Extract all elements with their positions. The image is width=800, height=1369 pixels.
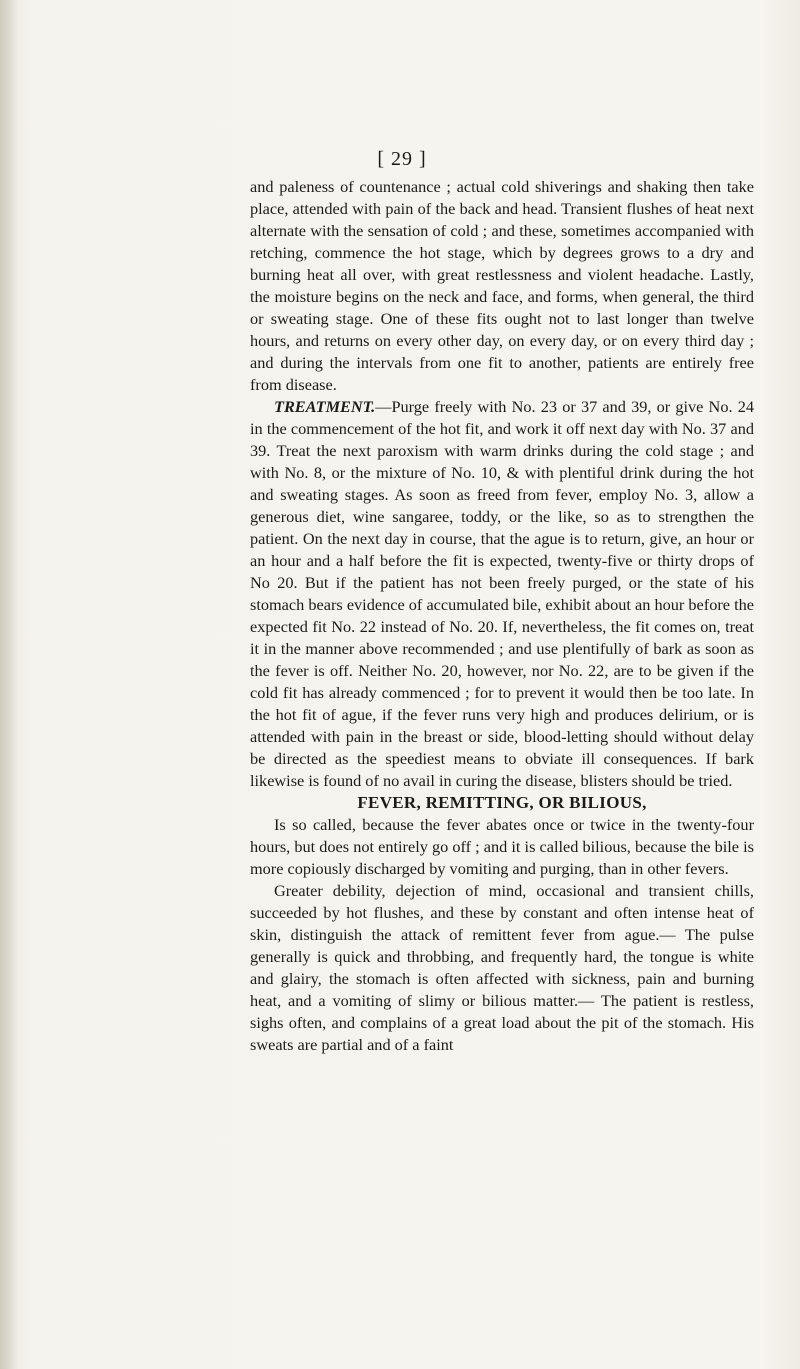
- body-text: [250, 176, 754, 1056]
- section-heading: FEVER, REMITTING, OR BILIOUS,: [357, 793, 647, 812]
- paragraph-ague-symptoms: and paleness of countenance ; actual cold shiverings and shaking then take place, attended with pain of the back and head. Transient flushes of heat next alternate with the sensation of cold ; and these, sometimes accompanied with retching, commence the hot stage, which by degrees grows to a dry and burning heat all over, with great restlessness and violent headache. Lastly, the moisture begins on the neck and face, and forms, when general, the third or sweating stage. One of these fits ought not to last longer than twelve hours, and returns on every other day, on every day, or on every third day ; and during the intervals from one fit to another, patients are entirely free from disease.: [250, 177, 754, 394]
- treatment-text: —Purge freely with No. 23 or 37 and 39, or give No. 24 in the commencement of the hot fit, and work it off next day with No. 37 and 39. Treat the next paroxism with warm drinks during the cold stage ; and with No. 8, or the mixture of No. 10, & with plentiful drink during the hot and sweating stages. As soon as freed from fever, employ No. 3, allow a generous diet, wine sangaree, toddy, or the like, so as to strengthen the patient. On the next day in course, that the ague is to return, give, an hour or an hour and a half before the fit is expected, twenty-five or thirty drops of No 20. But if the patient has not been freely purged, or the state of his stomach bears evidence of accumulated bile, exhibit about an hour before the expected fit No. 22 instead of No. 20. If, nevertheless, the fit comes on, treat it in the manner above recommended ; and use plentifully of bark as soon as the fever is off. Neither No. 20, however, nor No. 22, are to be given if the cold fit has already commenced ; for to prevent it would then be too late. In the hot fit of ague, if the fever runs very high and produces delirium, or is attended with pain in the breast or side, blood-letting should without delay be directed as the speediest means to obviate ill consequences. If bark likewise is found of no avail in curing the disease, blisters should be tried.: [250, 397, 754, 790]
- paragraph-fever-intro: Is so called, because the fever abates once or twice in the twenty-four hours, but does not entirely go off ; and it is called bilious, because the bile is more copiously discharged by vomiting and purging, than in other fevers.: [250, 815, 754, 878]
- paragraph-fever-symptoms: Greater debility, dejection of mind, occasional and transient chills, succeeded by hot flushes, and these by constant and often intense heat of skin, distinguish the attack of remittent fever from ague.— The pulse generally is quick and throbbing, and frequently hard, the tongue is white and glairy, the stomach is often affected with sickness, pain and burning heat, and a vomiting of slimy or bilious matter.— The patient is restless, sighs often, and complains of a great load about the pit of the stomach. His sweats are partial and of a faint: [250, 881, 754, 1054]
- binding-shadow: [0, 0, 18, 1369]
- treatment-label: TREATMENT.: [274, 397, 376, 416]
- page-number: [ 29 ]: [377, 148, 427, 170]
- paragraph-treatment: [250, 396, 754, 792]
